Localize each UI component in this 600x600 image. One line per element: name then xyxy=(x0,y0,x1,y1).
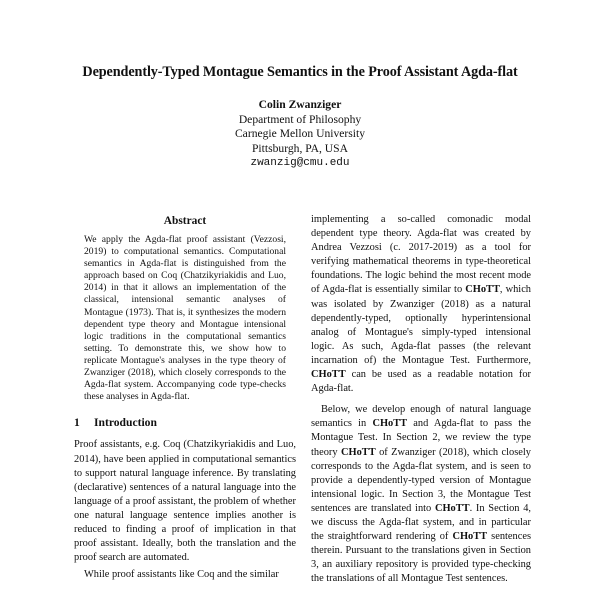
intro-paragraph-1: Proof assistants, e.g. Coq (Chatzikyriakidis and Luo, 2014), have been applied in computational semantics to support natural language inference. By translating (declarative) sentences of a natural language into the language of a proof assistant, the problem of whether one natural language sentence implies another is reduced to finding a proof of implication in that proof assistant. Ideally, both the translation and the proof search are automated. xyxy=(74,439,296,564)
chott-term: CHoTT xyxy=(311,369,346,381)
section-heading-introduction xyxy=(74,416,296,430)
right-column xyxy=(311,213,531,586)
right-paragraph-2 xyxy=(311,403,531,586)
text-run: , which was isolated by Zwanziger (2018) as a natural dependently-typed, optionally hyperintensional analog of Montague's simply-typed intensional logic. As such, Agda-flat passes (the relevant incarnation of) the Montague Test. Furthermore, xyxy=(311,284,531,366)
chott-term: CHoTT xyxy=(372,418,408,430)
text-run: . In Section 4, we discuss the Agda-flat system, and in particular the straightforward rendering of xyxy=(311,502,531,543)
author-university: Carnegie Mellon University xyxy=(234,127,366,141)
author-block xyxy=(150,98,450,171)
text-run: sentences therein. Pursuant to the translations given in Section 3, an auxiliary repository is provided type-checking the translations of all Montague Test sentences. xyxy=(311,531,531,585)
intro-paragraph-2-start: While proof assistants like Coq and the similar xyxy=(84,569,279,581)
section-number: 1 xyxy=(74,416,80,430)
chott-term: CHoTT xyxy=(452,531,488,543)
right-paragraph-1 xyxy=(311,213,531,396)
author-email: zwanzig@cmu.edu xyxy=(250,157,350,170)
chott-term: CHoTT xyxy=(434,502,470,514)
chott-term: CHoTT xyxy=(465,284,500,296)
text-run: implementing a so-called comonadic modal dependent type theory. Agda-flat was created by Andrea Vezzosi (c. 2017-2019) as a tool for verifying mathematical theorems in type-theoretical foundations. The logic behind the most recent mode of Agda-flat is essentially similar to xyxy=(311,214,531,296)
text-run: of Zwanziger (2018), which closely corresponds to the Agda-flat system, and is seen to provide a dependently-typed version of Montague intensional logic. In Section 3, the Montague Test sentences are translated into xyxy=(311,446,531,514)
chott-term: CHoTT xyxy=(340,446,376,458)
text-run: Below, we develop enough of natural language semantics in xyxy=(311,404,531,430)
text-run: can be used as a readable notation for Agda-flat. xyxy=(311,369,531,395)
abstract-heading: Abstract xyxy=(163,215,207,227)
section-title: Introduction xyxy=(94,416,157,430)
author-location: Pittsburgh, PA, USA xyxy=(251,141,348,155)
author-name: Colin Zwanziger xyxy=(258,98,342,111)
left-column xyxy=(74,214,296,582)
author-department: Department of Philosophy xyxy=(238,112,362,126)
text-run: and Agda-flat to pass the Montague Test. In Section 2, we review the type theory xyxy=(311,418,531,458)
abstract-text: We apply the Agda-flat proof assistant (Vezzosi, 2019) to computational semantics. Computational semantics in Agda-flat is distinguished from the approach based on Coq (Chatzikyriakidis and Luo, 2014) in that it allows an implementation of the classical, intensional semantic analyses of Montague (1973). That is, it synthesizes the modern dependent type theory and Montague intensional logic traditions in the computational semantics setting. To demonstrate this, we show how to replicate Montague's analyses in the type theory of Zwanziger (2018), which closely corresponds to the Agda-flat system. Accompanying code type-checks these analyses in Agda-flat. xyxy=(84,234,286,403)
paper-title: Dependently-Typed Montague Semantics in the Proof Assistant Agda-flat xyxy=(82,64,518,80)
